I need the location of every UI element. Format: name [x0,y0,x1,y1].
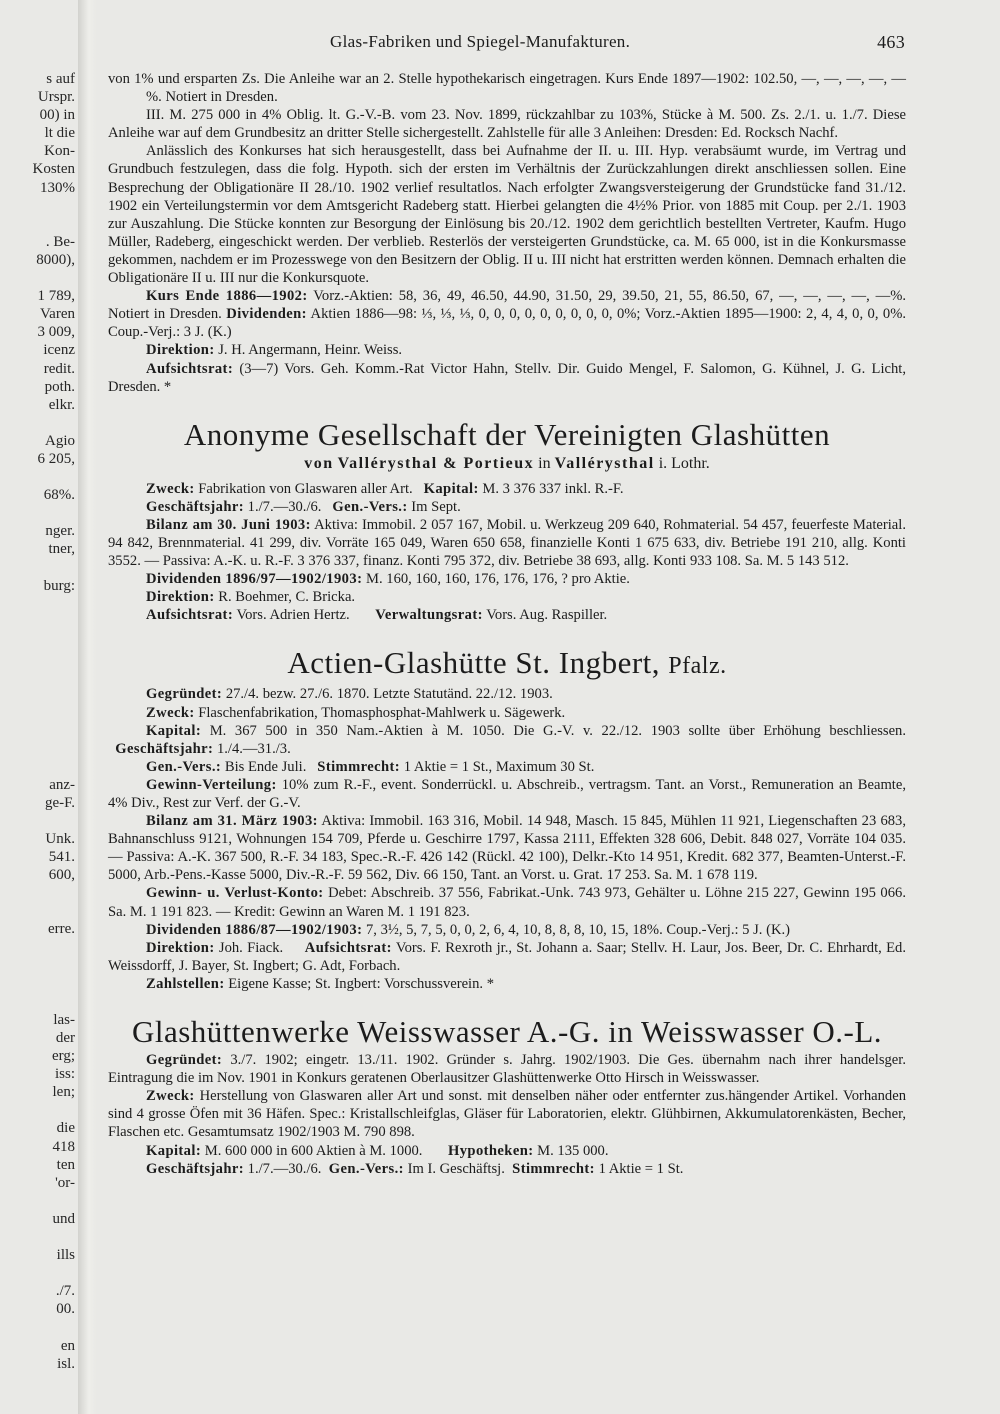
geschaeftsjahr-text: 1./7.—30./6. [247,498,322,515]
zahlstellen-entry [108,975,906,993]
gutter-line: 418 [52,1138,75,1155]
aufsichtsrat-text: (3—7) Vors. Geh. Komm.-Rat Victor Hahn, Stellv. Dir. Guido Mengel, F. Salomon, G. Kühnel, J. G. Licht, Dresden. * [108,360,907,395]
zweck-entry [108,704,906,722]
direktion-entry [108,588,906,606]
section-title-region: Pfalz. [668,653,727,680]
kurs-text: Vorz.-Aktien: 58, 36, 49, 46.50, 44.90, 31.50, 29, 39.50, 21, 55, 86.50, 67, —, —, —, —, —%. Notiert in Dresden. [108,288,906,323]
gen-vers-entry [108,758,906,776]
gewinn-verlust-text: Debet: Abschreib. 37 556, Fabrikat.-Unk. 743 973, Gehälter u. Löhne 215 227, Gewinn 195 066. Sa. M. 1 191 823. — Kredit: Gewinn an Waren M. 1 191 823. [108,885,906,920]
gutter-line: las- [53,1011,75,1028]
gegruendet-entry [108,685,906,703]
gutter-line: burg: [43,577,75,594]
bankruptcy-paragraph: Anlässlich des Konkurses hat sich herausgestellt, dass bei Aufnahme der II. u. III. Hyp. verabsäumt wurde, im Vertrag und Grundbuch festzulegen, dass die folg. Hypoth. sich der ersten im Verhältnis der Zurückzahlungen direkt anschliessen sollen. Eine Besprechung der Obligationäre II 28./10. 1902 verlief resultatlos. Nach erfolgter Zwangsversteigerung der Grundstücke fand 31./12. 1902 ein Verteilungstermin vor dem Amtsgericht Radeberg statt. Hierbei gelangten die 4½% Prior. von 1885 mit Coup. per 2./1. 1903 zur Auszahlung. Die Stücke konnten zur Besorgung der Einlösung bis 20./12. 1902 dem gerichtlich bestellten Vertreter, Kaufm. Hugo Müller, Radeberg, eingeschickt werden. Der verblieb. Resterlös der versteigerten Grundstücke, ca. M. 65 000, ist in die Konkursmasse gekommen, nachdem er im Prozesswege von den Besitzern der Oblig. II u. III nicht hat erstritten werden können. Demnach erhalten die Obligationäre II u. III nur die Konkursquote. [108,143,906,287]
gewinn-verteilung-entry [108,776,906,812]
gen-vers-label: Gen.-Vers.: [146,758,222,775]
gutter-line: die [56,1120,75,1137]
zweck-kapital-entry [108,480,906,498]
geschaeftsjahr-text: 1./4.—31./3. [216,740,291,757]
gutter-line: 68%. [43,487,75,504]
gutter-line: icenz [43,342,75,359]
subtitle-von: von [304,454,334,472]
kapital-label: Kapital: [423,480,479,497]
gutter-line: der [55,1029,75,1046]
zahlstellen-label: Zahlstellen: [146,975,225,992]
verwaltungsrat-label: Verwaltungsrat: [375,607,483,624]
gutter-line: Agio [45,432,75,449]
running-title: Glas-Fabriken und Spiegel-Manufakturen. [330,32,631,51]
gegruendet-label: Gegründet: [146,686,223,703]
left-page-gutter-fragments [0,70,75,1414]
kapital-label: Kapital: [146,722,202,739]
kapital-text: M. 367 500 in 350 Nam.-Aktien à M. 1050. Die G.-V. v. 22./12. 1903 sollte über Erhöhung beschliessen. [209,722,906,739]
bilanz-text: Aktiva: Immobil. 2 057 167, Mobil. u. Werkzeug 209 640, Rohmaterial. 54 457, feuerfeste Material. 94 842, Brennmaterial. 41 299, div. Vorräte 165 049, Waren 650 658, finanzielle Konti 1 675 633, div. Betriebe 191 210, allg. Konti 3552. — Passiva: A.-K. u. R.-F. 3 376 337, finanz. Konti 795 372, div. Betriebe 38 693, allg. Konti 933 108. Sa. M. 5 143 512. [108,516,906,570]
aufsichtsrat-text: Vors. Adrien Hertz. [236,607,350,624]
gutter-line [0,559,75,577]
running-header [330,32,905,52]
dividenden-label: Dividenden 1896/97—1902/1903: [146,571,363,588]
kurs-label: Kurs Ende 1886—1902: [146,288,308,305]
zweck-label: Zweck: [146,1088,195,1105]
gutter-line: ./7. [55,1283,75,1300]
kapital-label: Kapital: [146,1142,202,1159]
gegruendet-label: Gegründet: [146,1052,223,1069]
gutter-line: 541. [48,849,75,866]
kapital-text: M. 600 000 in 600 Aktien à M. 1000. [204,1142,423,1159]
direktion-label: Direktion: [146,939,215,956]
gegruendet-text: 3./7. 1902; eingetr. 13./11. 1902. Gründer s. Jahrg. 1902/1903. Die Ges. übernahm nach ihrer handelsger. Eintragung die im Nov. 1901 in Konkurs geratenen Oberlausitzer Glashüttenwerke Otto Hirsch in Weisswasser. [108,1052,906,1087]
aufsichtsrat-entry [108,606,906,624]
aufsichtsrat-label: Aufsichtsrat: [146,607,234,624]
kapital-entry [108,1142,906,1160]
gutter-line [0,939,75,957]
geschaeftsjahr-entry [108,1160,906,1178]
gutter-line: ten [56,1156,75,1173]
gutter-line: Urspr. [37,89,75,106]
gutter-line: tner, [48,541,75,558]
kapital-entry [108,722,906,758]
gutter-line: und [52,1210,75,1227]
gutter-line [0,1101,75,1119]
kapital-text: M. 3 376 337 inkl. R.-F. [482,480,624,497]
direktion-label: Direktion: [146,589,215,606]
gutter-line [0,957,75,975]
gen-vers-label: Gen.-Vers.: [332,498,408,515]
gen-vers-text: Bis Ende Juli. [224,758,307,775]
gutter-line [0,1318,75,1336]
bond-paragraph-3: III. M. 275 000 in 4% Oblig. lt. G.-V.-B. vom 23. Nov. 1899, rückzahlbar zu 103%, Stücke à M. 500. Zs. 2./1. u. 1./7. Diese Anleihe war auf dem Grundbesitz an dritter Stelle sichergestellt. Zahlstelle für alle 3 Anleihen: Dresden: Ed. Rocksch Nachf. [108,107,906,142]
hypotheken-text: M. 135 000. [537,1142,609,1159]
aufsichtsrat-text: Vors. F. Rexroth jr., St. Johann a. Saar; Stellv. H. Laur, Jos. Beer, Dr. C. Ehrhardt, Ed. Weissdorff, J. Bayer, St. Ingbert; G. Adt, Forbach. [108,939,906,974]
section-heading-weisswasser: Glashüttenwerke Weisswasser A.-G. in Weisswasser O.-L. [131,1014,883,1050]
section-heading-st-ingbert [108,644,906,685]
bilanz-label: Bilanz am 31. März 1903: [146,813,318,830]
gegruendet-entry [108,1051,906,1087]
geschaeftsjahr-label: Geschäftsjahr: [146,498,245,515]
stimmrecht-label: Stimmrecht: [317,758,401,775]
bilanz-entry [108,812,906,884]
dividenden-entry [108,921,906,939]
gutter-line: s auf [46,71,75,87]
gegruendet-text: 27./4. bezw. 27./6. 1870. Letzte Statutänd. 22./12. 1903. [225,686,553,703]
gutter-line [0,812,75,830]
aufsichtsrat-label: Aufsichtsrat: [146,360,234,377]
gutter-line: ills [56,1247,75,1264]
direktion-entry [108,341,906,359]
section-title: Actien-Glashütte St. Ingbert, [287,645,661,681]
direktion-label: Direktion: [146,342,215,359]
direktion-text: J. H. Angermann, Heinr. Weiss. [218,342,403,359]
dividenden-text: 7, 3½, 5, 7, 5, 0, 0, 2, 6, 4, 10, 8, 8, 8, 10, 15, 18%. Coup.-Verj.: 5 J. (K.) [366,921,791,938]
gutter-line: Varen [40,306,75,323]
gewinn-verteilung-text: 10% zum R.-F., event. Sonderrückl. u. Abschreib., vertragsm. Tant. an Vorst., Remuneration an Beamte, 4% Div., Rest zur Verf. der G.-V. [108,776,906,811]
gutter-line [0,631,75,649]
gutter-line [0,975,75,993]
gutter-line: 130% [40,179,75,196]
dividenden-entry [108,570,906,588]
zweck-text: Fabrikation von Glaswaren aller Art. [198,480,413,497]
gutter-line: erre. [47,921,75,938]
gutter-line: Kon- [44,143,75,160]
gutter-line [0,667,75,685]
gutter-line: 600, [48,867,75,884]
stimmrecht-label: Stimmrecht: [512,1160,595,1177]
geschaeftsjahr-label: Geschäftsjahr: [115,740,214,757]
zweck-text: Herstellung von Glaswaren aller Art und sonst. mit denselben näher oder entfernter zus.hängender Artikel. Vorhanden sind 4 grosse Öfen mit 36 Häfen. Spec.: Kristallschleifglas, Gläser für Laboratorien, elektr. Glühbirnen, Akkumulatorenkästen, Becher, Flaschen etc. Gesamtumsatz 1902/1903 M. 790 898. [108,1088,906,1141]
gutter-line [0,902,75,920]
zweck-label: Zweck: [146,704,195,721]
gen-vers-text: Im Sept. [411,498,461,515]
dividend-label: Dividenden: [226,306,307,323]
geschaeftsjahr-text: 1./7.—30./6. [247,1160,322,1177]
gewinn-verlust-entry [108,884,906,920]
bilanz-entry [108,516,906,570]
gutter-line [0,739,75,757]
zweck-label: Zweck: [146,480,195,497]
kurs-entry [108,287,906,341]
gutter-line: nger. [45,523,75,540]
gutter-line [0,1192,75,1210]
gutter-line: Kosten [32,161,75,178]
gutter-line [0,758,75,776]
gutter-line: Unk. [45,830,75,847]
gutter-line: iss: [54,1066,75,1083]
aufsichtsrat-label: Aufsichtsrat: [304,939,392,956]
gutter-line [0,504,75,522]
stimmrecht-text: 1 Aktie = 1 St. [598,1160,684,1177]
page-content [108,70,906,1178]
gutter-line [0,685,75,703]
gutter-line: ge-F. [44,794,75,811]
section-subheading-vallerysthal [108,454,906,474]
geschaeftsjahr-entry [108,498,906,516]
gutter-line: 00. [56,1301,75,1318]
dividenden-label: Dividenden 1886/87—1902/1903: [146,921,363,938]
gutter-line: 'or- [55,1174,75,1191]
gutter-line: . Be- [45,233,75,250]
gutter-line [0,993,75,1011]
bond-paragraph-1: von 1% und ersparten Zs. Die Anleihe war an 2. Stelle hypothekarisch eingetragen. Kurs Ende 1897—1902: 102.50, —, —, —, —, —%. Notiert in Dresden. [108,71,906,106]
gutter-line: erg; [51,1048,75,1065]
bilanz-text: Aktiva: Immobil. 163 316, Mobil. 14 948, Masch. 15 845, Mühlen 11 921, Liegenschaften 23 683, Bahnanschluss 9121, Wohnungen 154 709, Pferde u. Geschirre 1797, Kassa 2111, Effekten 328 606, Debit. 848 027, Vorräte 104 035. — Passiva: A.-K. 367 500, R.-F. 34 183, Spec.-R.-F. 426 142 (Rückl. 42 100), Delkr.-Kto 14 951, Kredit. 682 377, Beamten-Unterst.-F. 5000, Arb.-Pens.-Kasse 5000, Div.-R.-F. 59 562, Div. 66 150, Tant. an Vorst. u. Grat. 17 253. Sa. M. 1 678 119. [108,813,906,884]
aufsichtsrat-entry [108,360,906,396]
gutter-line [0,269,75,287]
bilanz-label: Bilanz am 30. Juni 1903: [146,516,311,533]
gutter-line [0,1264,75,1282]
gutter-line: 8000), [36,251,75,268]
gutter-line [0,613,75,631]
gutter-line: en [60,1337,75,1354]
subtitle-in: in [538,454,551,472]
stimmrecht-text: 1 Aktie = 1 St., Maximum 30 St. [403,758,595,775]
direktion-text: R. Boehmer, C. Bricka. [218,589,356,606]
gutter-line [0,414,75,432]
gutter-line [0,1228,75,1246]
gutter-line: redit. [43,360,75,377]
gutter-line: isl. [57,1355,75,1372]
gutter-line: 00) in [39,107,75,124]
zweck-text: Flaschenfabrikation, Thomasphosphat-Mahlwerk u. Sägewerk. [198,704,566,721]
gutter-line: 1 789, [37,288,75,305]
gutter-line [0,595,75,613]
gen-vers-label: Gen.-Vers.: [328,1160,404,1177]
direktion-aufsichtsrat-entry [108,939,906,975]
gutter-line [0,215,75,233]
gutter-line [0,721,75,739]
section-heading-vallerysthal: Anonyme Gesellschaft der Vereinigten Glashütten [183,416,831,452]
gen-vers-text: Im I. Geschäftsj. [407,1160,505,1177]
geschaeftsjahr-label: Geschäftsjahr: [146,1160,245,1177]
verwaltungsrat-text: Vors. Aug. Raspiller. [486,607,608,624]
gewinn-verteilung-label: Gewinn-Verteilung: [146,776,277,793]
gutter-line [0,703,75,721]
subtitle-firm: Vallérysthal & Portieux [337,454,535,472]
gutter-line: elkr. [48,396,75,413]
page-number: 463 [877,32,905,52]
gutter-line: 6 205, [37,450,75,467]
gewinn-verlust-label: Gewinn- u. Verlust-Konto: [146,885,324,902]
gutter-line: poth. [44,378,75,395]
gutter-line [0,468,75,486]
gutter-line: lt die [44,125,75,142]
direktion-text: Joh. Fiack. [218,939,284,956]
gutter-line: 3 009, [37,324,75,341]
dividend-text: Aktien 1886—98: ⅓, ⅓, ⅓, 0, 0, 0, 0, 0, 0, 0, 0, 0, 0%; Vorz.-Aktien 1895—1900: 2, 4, 4, 0, 0, 0%. Coup.-Verj.: 3 J. (K.) [108,306,906,341]
gutter-line [0,884,75,902]
gutter-line: anz- [49,776,75,793]
subtitle-region: i. Lothr. [658,454,710,472]
subtitle-place: Vallérysthal [554,454,655,472]
gutter-line [0,649,75,667]
book-fold-shadow [78,0,96,1414]
hypotheken-label: Hypotheken: [447,1142,534,1159]
gutter-line: len; [52,1084,75,1101]
zweck-entry [108,1087,906,1141]
dividenden-text: M. 160, 160, 160, 176, 176, 176, ? pro Aktie. [366,571,630,588]
zahlstellen-text: Eigene Kasse; St. Ingbert: Vorschussverein. * [228,975,495,992]
gutter-line [0,197,75,215]
